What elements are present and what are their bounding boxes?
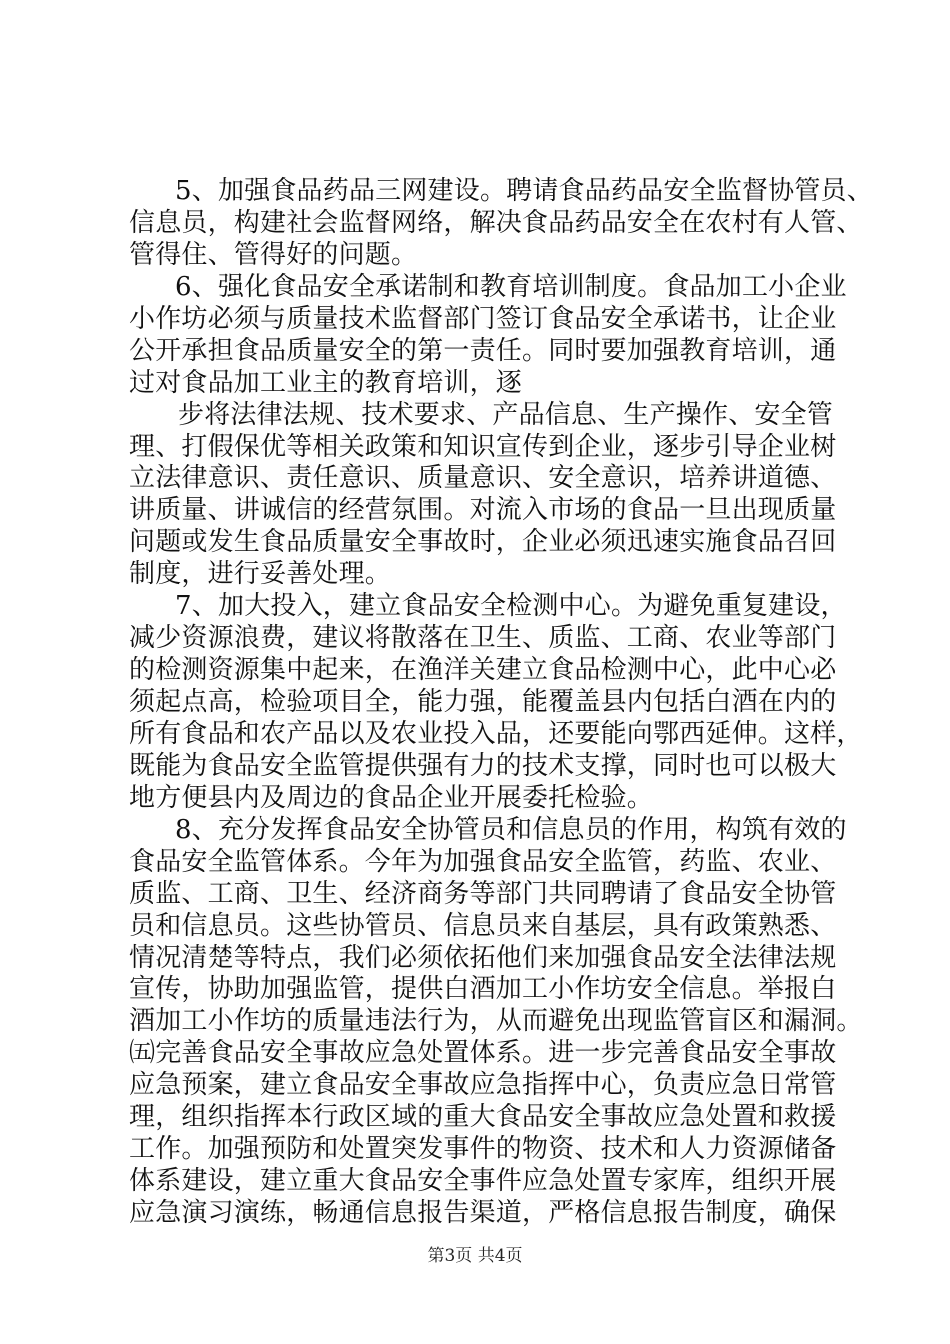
text-line: 过对食品加工业主的教育培训，逐 (129, 368, 523, 398)
text-line: 立法律意识、责任意识、质量意识、安全意识，培养讲道德、 (129, 463, 837, 493)
text-line: 既能为食品安全监管提供强有力的技术支撑，同时也可以极大 (129, 751, 837, 781)
text-line: 应急预案，建立食品安全事故应急指挥中心，负责应急日常管 (129, 1070, 837, 1100)
text-line: 步将法律法规、技术要求、产品信息、生产操作、安全管 (178, 400, 834, 430)
text-line: 的检测资源集中起来，在渔洋关建立食品检测中心，此中心必 (129, 655, 837, 685)
text-line: 减少资源浪费，建议将散落在卫生、质监、工商、农业等部门 (129, 623, 837, 653)
text-line: 6、强化食品安全承诺制和教育培训制度。食品加工小企业 (175, 272, 847, 302)
text-line: 须起点高，检验项目全，能力强，能覆盖县内包括白酒在内的 (129, 687, 837, 717)
text-line: 地方便县内及周边的食品企业开展委托检验。 (129, 783, 654, 813)
page-footer: 第3页 共4页 (427, 1246, 523, 1266)
text-line: 信息员，构建社会监督网络，解决食品药品安全在农村有人管、 (129, 208, 863, 238)
text-line: 宣传，协助加强监管，提供白酒加工小作坊安全信息。举报白 (129, 974, 837, 1004)
text-line: 公开承担食品质量安全的第一责任。同时要加强教育培训，通 (129, 336, 837, 366)
text-line: 7、加大投入，建立食品安全检测中心。为避免重复建设， (175, 591, 847, 621)
text-line: 制度，进行妥善处理。 (129, 559, 392, 589)
text-line: 酒加工小作坊的质量违法行为，从而避免出现监管盲区和漏洞。 (129, 1006, 863, 1036)
text-line: 工作。加强预防和处置突发事件的物资、技术和人力资源储备 (129, 1134, 837, 1164)
text-line: 理、打假保优等相关政策和知识宣传到企业，逐步引导企业树 (129, 432, 837, 462)
text-line: 质监、工商、卫生、经济商务等部门共同聘请了食品安全协管 (129, 879, 837, 909)
text-line: 讲质量、讲诚信的经营氛围。对流入市场的食品一旦出现质量 (129, 495, 837, 525)
text-line: 管得住、管得好的问题。 (129, 240, 418, 270)
text-line: 员和信息员。这些协管员、信息员来自基层，具有政策熟悉、 (129, 911, 837, 941)
text-line: 小作坊必须与质量技术监督部门签订食品安全承诺书，让企业 (129, 304, 837, 334)
text-line: 8、充分发挥食品安全协管员和信息员的作用，构筑有效的 (175, 815, 847, 845)
text-line: 食品安全监管体系。今年为加强食品安全监管，药监、农业、 (129, 847, 837, 877)
text-line: 理，组织指挥本行政区域的重大食品安全事故应急处置和救援 (129, 1102, 837, 1132)
text-line: ㈤完善食品安全事故应急处置体系。进一步完善食品安全事故 (129, 1038, 837, 1068)
text-line: 情况清楚等特点，我们必须依拓他们来加强食品安全法律法规 (129, 943, 837, 973)
text-line: 体系建设，建立重大食品安全事件应急处置专家库，组织开展 (129, 1166, 837, 1196)
text-line: 问题或发生食品质量安全事故时，企业必须迅速实施食品召回 (129, 527, 837, 557)
text-line: 5、加强食品药品三网建设。聘请食品药品安全监督协管员、 (175, 176, 873, 206)
text-line: 应急演习演练，畅通信息报告渠道，严格信息报告制度，确保 (129, 1198, 837, 1228)
text-line: 所有食品和农产品以及农业投入品，还要能向鄂西延伸。这样， (129, 719, 863, 749)
